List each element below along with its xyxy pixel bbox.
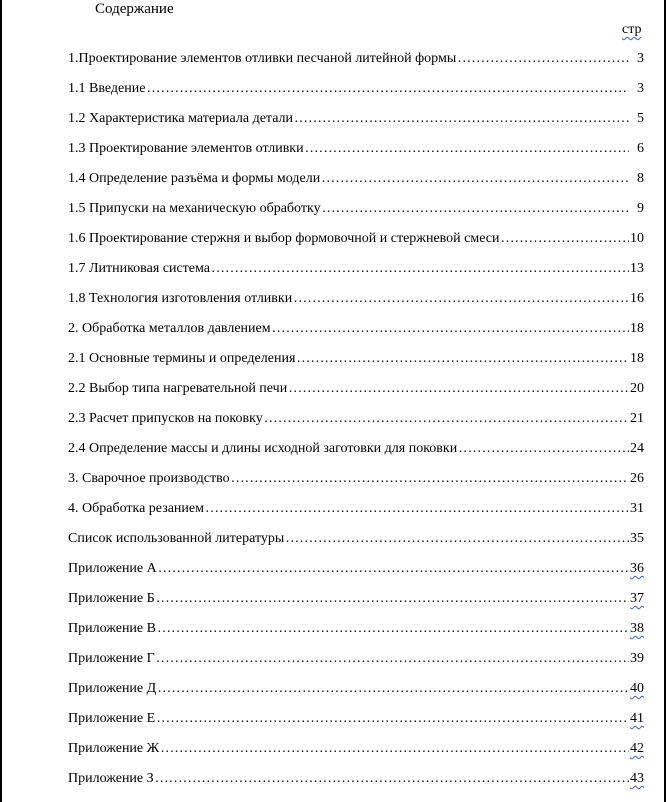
toc-entry-text: 1.8 Технология изготовления отливки [68, 291, 293, 306]
toc-entry-text: 1.Проектирование элементов отливки песчаной литейной формы [68, 51, 457, 66]
toc-entry-text: 4. Обработка резанием [68, 501, 204, 516]
toc-entry [68, 704, 644, 734]
toc-entry-text: 1.2 Характеристика материала детали [68, 111, 294, 126]
toc-entry-page: 24 [630, 441, 644, 456]
toc-entry-page: 39 [630, 651, 644, 666]
toc-leader-dots [305, 141, 629, 157]
toc-leader-dots [285, 531, 629, 547]
toc-entry [68, 194, 644, 224]
toc-leader-dots [296, 351, 629, 367]
toc-leader-dots [211, 261, 629, 277]
toc-entry-page: 37 [630, 591, 644, 606]
toc-entry [68, 764, 644, 794]
toc-entry-page: 18 [630, 321, 644, 336]
toc-leader-dots [293, 291, 629, 307]
toc-entry-text: 1.6 Проектирование стержня и выбор формовочной и стержневой смеси [68, 231, 500, 246]
toc-entry-page: 40 [630, 681, 644, 696]
toc-entry-page: 8 [637, 171, 644, 186]
toc-entry-text: 3. Сварочное производство [68, 471, 230, 486]
toc-entry-page: 41 [630, 711, 644, 726]
toc-leader-dots [205, 501, 629, 517]
toc-entry-page: 9 [637, 201, 644, 216]
toc-entry-page: 31 [630, 501, 644, 516]
toc-entry [68, 464, 644, 494]
toc-leader-dots [322, 201, 629, 217]
toc-entry [68, 254, 644, 284]
toc-entry-page: 21 [630, 411, 644, 426]
toc-entry-text: 1.4 Определение разъёма и формы модели [68, 171, 321, 186]
toc-leader-dots [321, 171, 629, 187]
toc-entry-page: 18 [630, 351, 644, 366]
toc-leader-dots [294, 111, 629, 127]
toc-entry-page: 36 [630, 561, 644, 576]
toc-entry-text: 1.1 Введение [68, 81, 146, 96]
toc-leader-dots [160, 741, 629, 757]
toc-entry-page: 42 [630, 741, 644, 756]
toc-entry-text: 1.7 Литниковая система [68, 261, 210, 276]
toc-title: Содержание [95, 1, 174, 17]
toc-entry-page: 6 [637, 141, 644, 156]
toc-entry-text: 2.4 Определение массы и длины исходной заготовки для поковки [68, 441, 458, 456]
toc-entry [68, 344, 644, 374]
toc-entry [68, 104, 644, 134]
toc-entry-text: 1.5 Припуски на механическую обработку [68, 201, 321, 216]
toc-leader-dots [458, 441, 629, 457]
toc-entry [68, 554, 644, 584]
toc-leader-dots [158, 561, 629, 577]
toc-leader-dots [156, 651, 629, 667]
toc-entry-text: Приложение А [68, 561, 157, 576]
toc-entry-text: Список использованной литературы [68, 531, 285, 546]
toc-entry [68, 164, 644, 194]
toc-leader-dots [272, 321, 629, 337]
toc-entry-page: 3 [637, 81, 644, 96]
toc-entry-text: Приложение Г [68, 651, 155, 666]
toc-entry [68, 314, 644, 344]
toc-entry-text: 2.1 Основные термины и определения [68, 351, 296, 366]
toc-entry-text: 2. Обработка металлов давлением [68, 321, 271, 336]
toc-entry-text: Приложение Д [68, 681, 157, 696]
toc-entry-page: 10 [630, 231, 644, 246]
toc-leader-dots [288, 381, 629, 397]
toc-entry-text: Приложение Б [68, 591, 155, 606]
toc-entry-text: Приложение В [68, 621, 156, 636]
toc-leader-dots [157, 681, 629, 697]
toc-entry-text: 2.3 Расчет припусков на поковку [68, 411, 263, 426]
toc-leader-dots [457, 51, 629, 67]
page-column-label: стр [622, 22, 642, 37]
toc-leader-dots [156, 711, 629, 727]
toc-entry [68, 74, 644, 104]
toc-entry [68, 584, 644, 614]
toc-leader-dots [264, 411, 629, 427]
table-of-contents [68, 44, 644, 794]
toc-entry [68, 494, 644, 524]
toc-entry-page: 35 [630, 531, 644, 546]
toc-leader-dots [155, 771, 629, 787]
toc-entry-page: 13 [630, 261, 644, 276]
toc-leader-dots [146, 81, 629, 97]
toc-entry-page: 43 [630, 771, 644, 786]
toc-entry-text: Приложение З [68, 771, 154, 786]
toc-entry-text: Приложение Ж [68, 741, 160, 756]
toc-entry [68, 674, 644, 704]
toc-entry [68, 44, 644, 74]
toc-entry-page: 16 [630, 291, 644, 306]
toc-entry [68, 134, 644, 164]
toc-leader-dots [156, 591, 629, 607]
toc-entry [68, 734, 644, 764]
toc-leader-dots [501, 231, 629, 247]
toc-entry-text: 1.3 Проектирование элементов отливки [68, 141, 304, 156]
toc-entry-page: 26 [630, 471, 644, 486]
toc-entry-page: 38 [630, 621, 644, 636]
toc-entry-page: 5 [637, 111, 644, 126]
toc-entry-page: 20 [630, 381, 644, 396]
toc-entry [68, 404, 644, 434]
toc-entry [68, 524, 644, 554]
toc-entry [68, 614, 644, 644]
toc-entry [68, 374, 644, 404]
toc-leader-dots [231, 471, 629, 487]
toc-entry [68, 224, 644, 254]
toc-entry-text: Приложение Е [68, 711, 156, 726]
toc-entry-text: 2.2 Выбор типа нагревательной печи [68, 381, 288, 396]
toc-leader-dots [157, 621, 629, 637]
toc-entry [68, 434, 644, 464]
toc-entry [68, 284, 644, 314]
toc-entry [68, 644, 644, 674]
toc-entry-page: 3 [637, 51, 644, 66]
